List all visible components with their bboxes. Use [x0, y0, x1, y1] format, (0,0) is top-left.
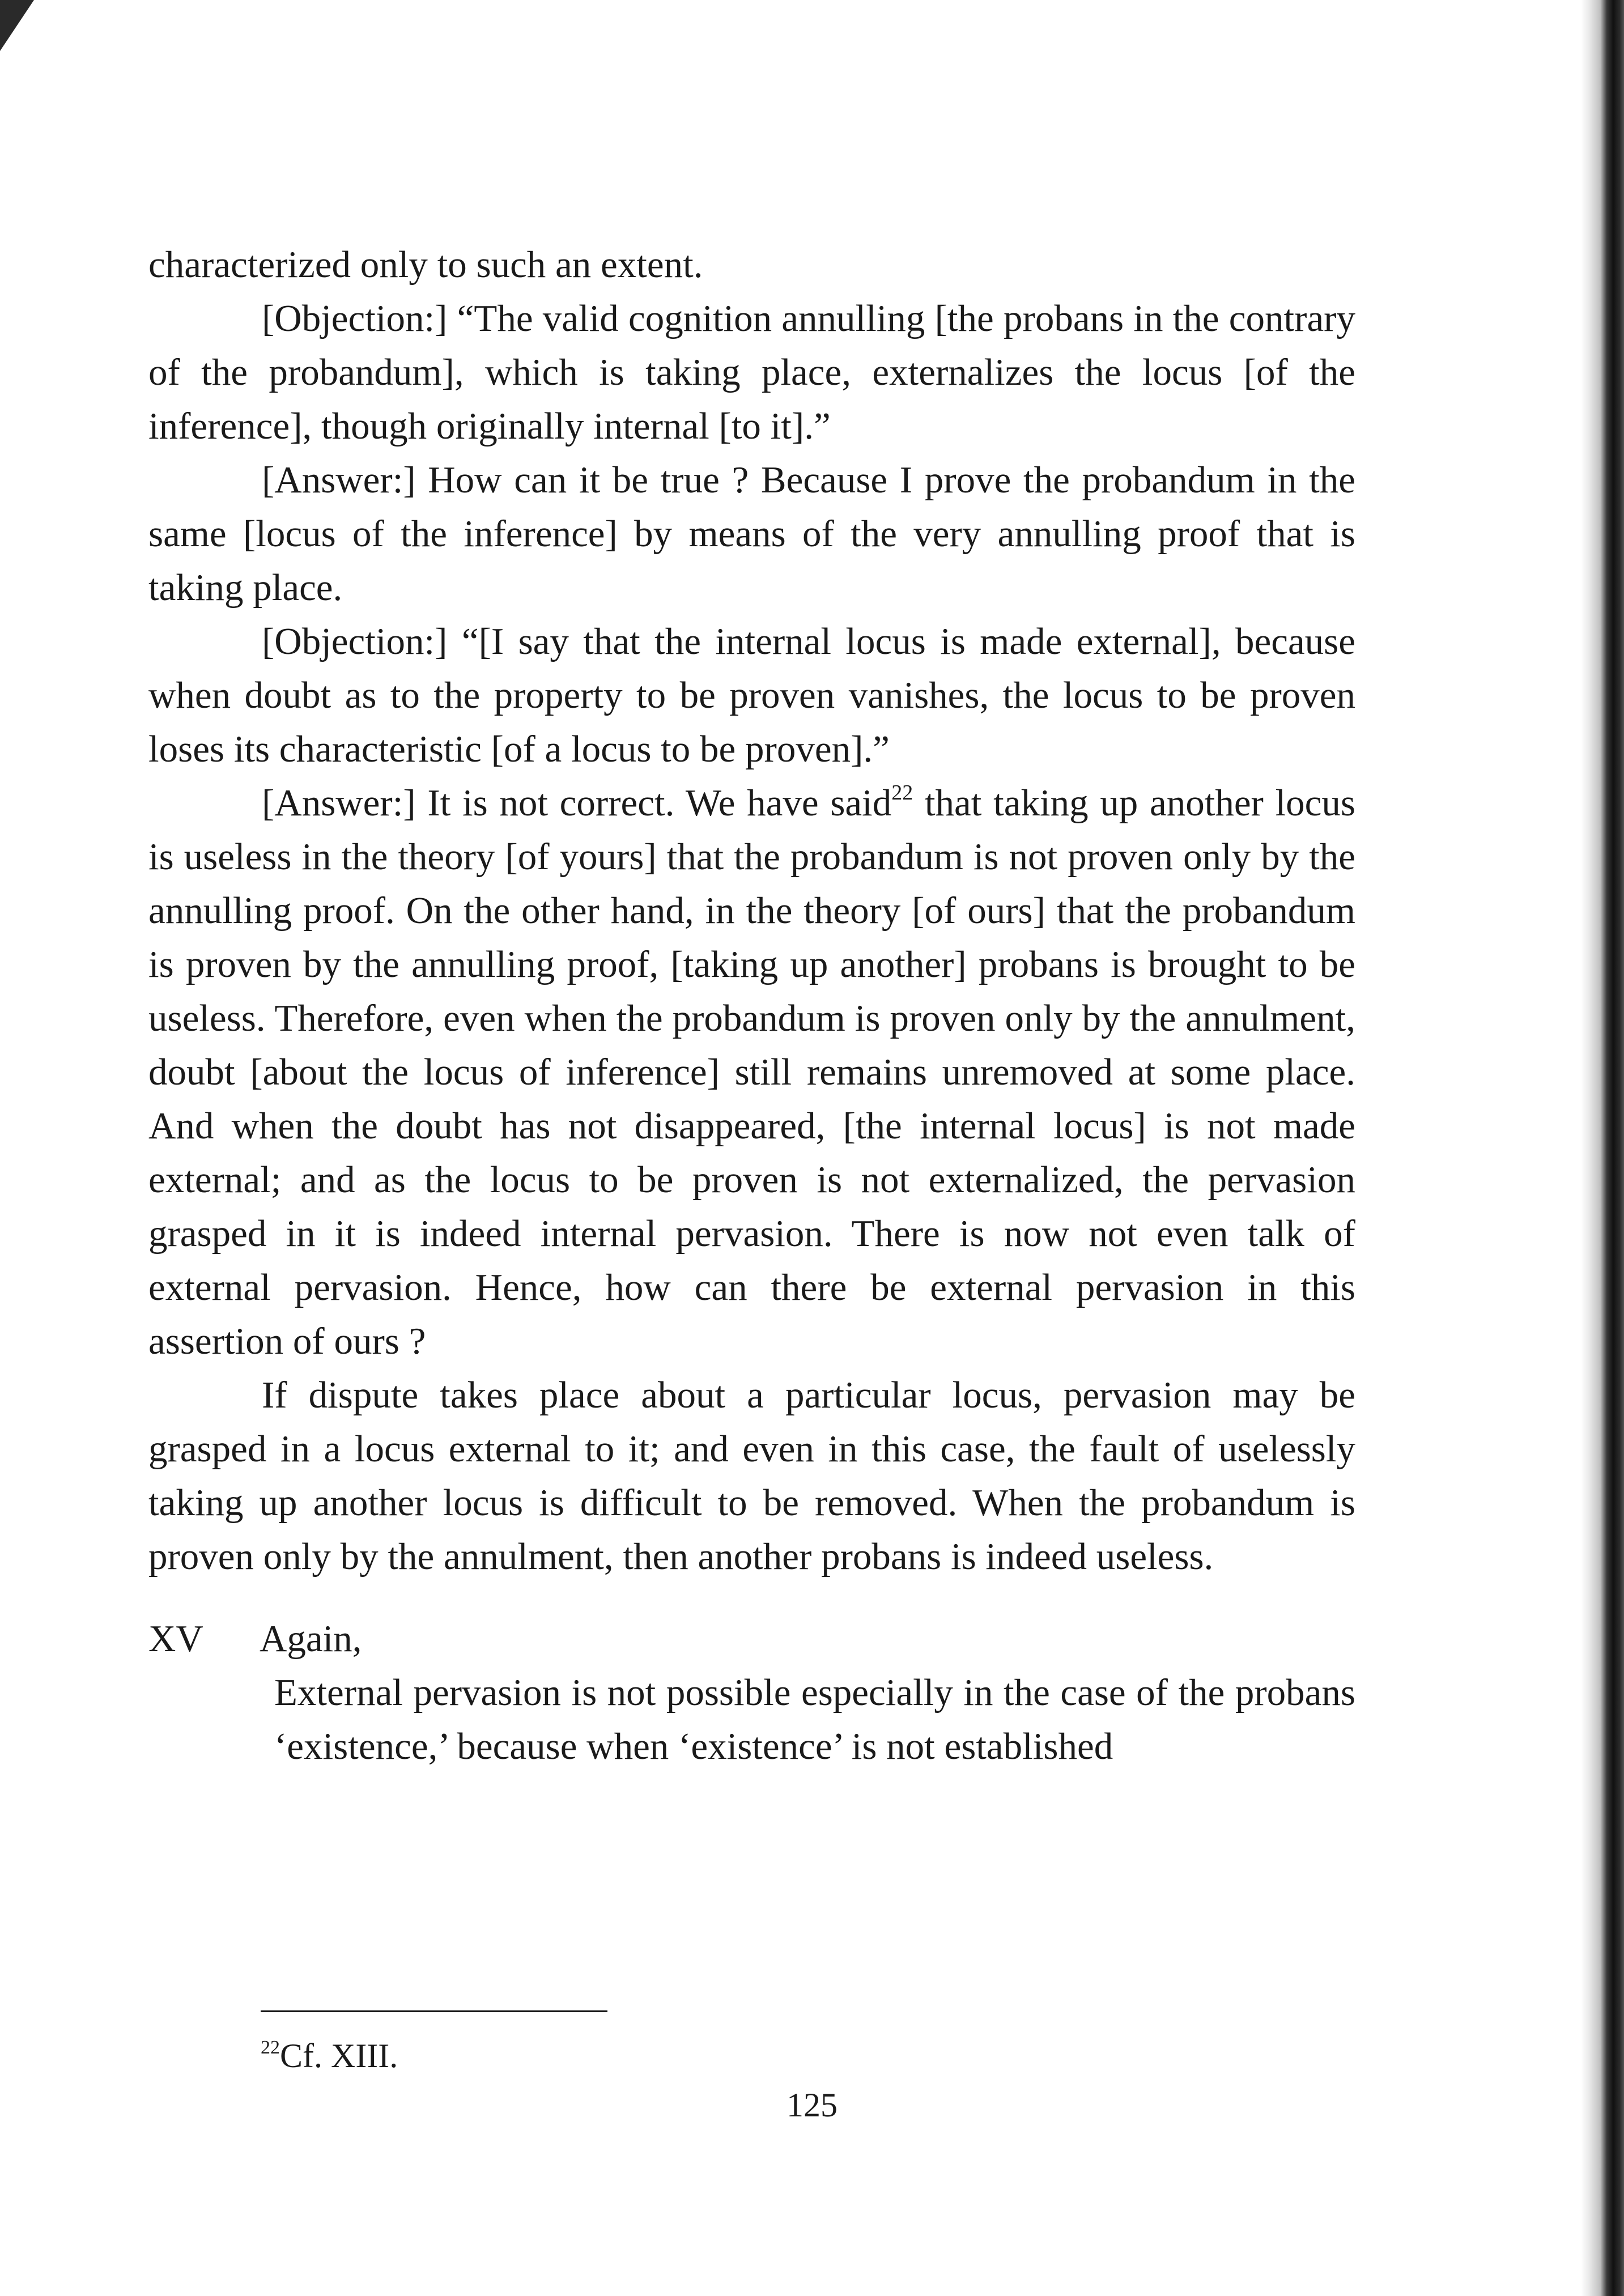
paragraph: [Objection:] “[I say that the internal locus is made external], because when doubt as to the property to be proven vanishes, the locus to be proven loses its characteristic [of a locus to be proven].”	[148, 620, 1355, 770]
paragraph: [Objection:] “The valid cognition annulling [the probans in the contrary of the probandum], which is taking place, externalizes the locus [of the inference], though originally internal [to it].”	[148, 297, 1355, 447]
paragraph: characterized only to such an extent.	[148, 244, 703, 286]
section-body: External pervasion is not possible especially in the case of the probans ‘existence,’ because when ‘existence’ is not established	[274, 1672, 1355, 1767]
section-number: XV	[148, 1618, 203, 1660]
page-number: 125	[787, 2086, 837, 2124]
paragraph: If dispute takes place about a particular locus, pervasion may be grasped in a locus external to it; and even in this case, the fault of uselessly taking up another locus is difficult to be removed. When the probandum is proven only by the annulment, then another probans is indeed useless.	[148, 1374, 1355, 1578]
answer-text-start: [Answer:] It is not correct. We have said	[262, 782, 892, 824]
paragraph: [Answer:] How can it be true ? Because I prove the probandum in the same [locus of the inference] by means of the very annulling proof that is taking place.	[148, 459, 1355, 609]
footnote	[261, 2033, 398, 2078]
footnote-reference[interactable]: 22	[891, 781, 913, 805]
section-heading: Again,	[260, 1618, 362, 1660]
footnote-number: 22	[261, 2037, 280, 2058]
answer-text-end: that taking up another locus is useless in the theory [of yours] that the probandum is not proven only by the annulling proof. On the other hand, in the theory [of ours] that the probandum is proven by the annulling proof, [taking up another] probans is brought to be useless. Therefore, even when the probandum is proven only by the annulment, doubt [about the locus of inference] still remains unremoved at some place. And when the doubt has not disappeared, [the internal locus] is not made external; and as the locus to be proven is not externalized, the pervasion grasped in it is indeed internal pervasion. There is now not even talk of external pervasion. Hence, how can there be external pervasion in this assertion of ours ?	[148, 782, 1355, 1362]
book-binding-edge	[1581, 0, 1624, 2296]
section-xv	[148, 1612, 1355, 1774]
scan-corner-mark	[0, 0, 34, 51]
answer-paragraph	[148, 776, 1355, 1368]
footnote-divider	[261, 2010, 607, 2012]
page-body	[148, 238, 1355, 1774]
footnote-text: Cf. XIII.	[280, 2037, 398, 2074]
